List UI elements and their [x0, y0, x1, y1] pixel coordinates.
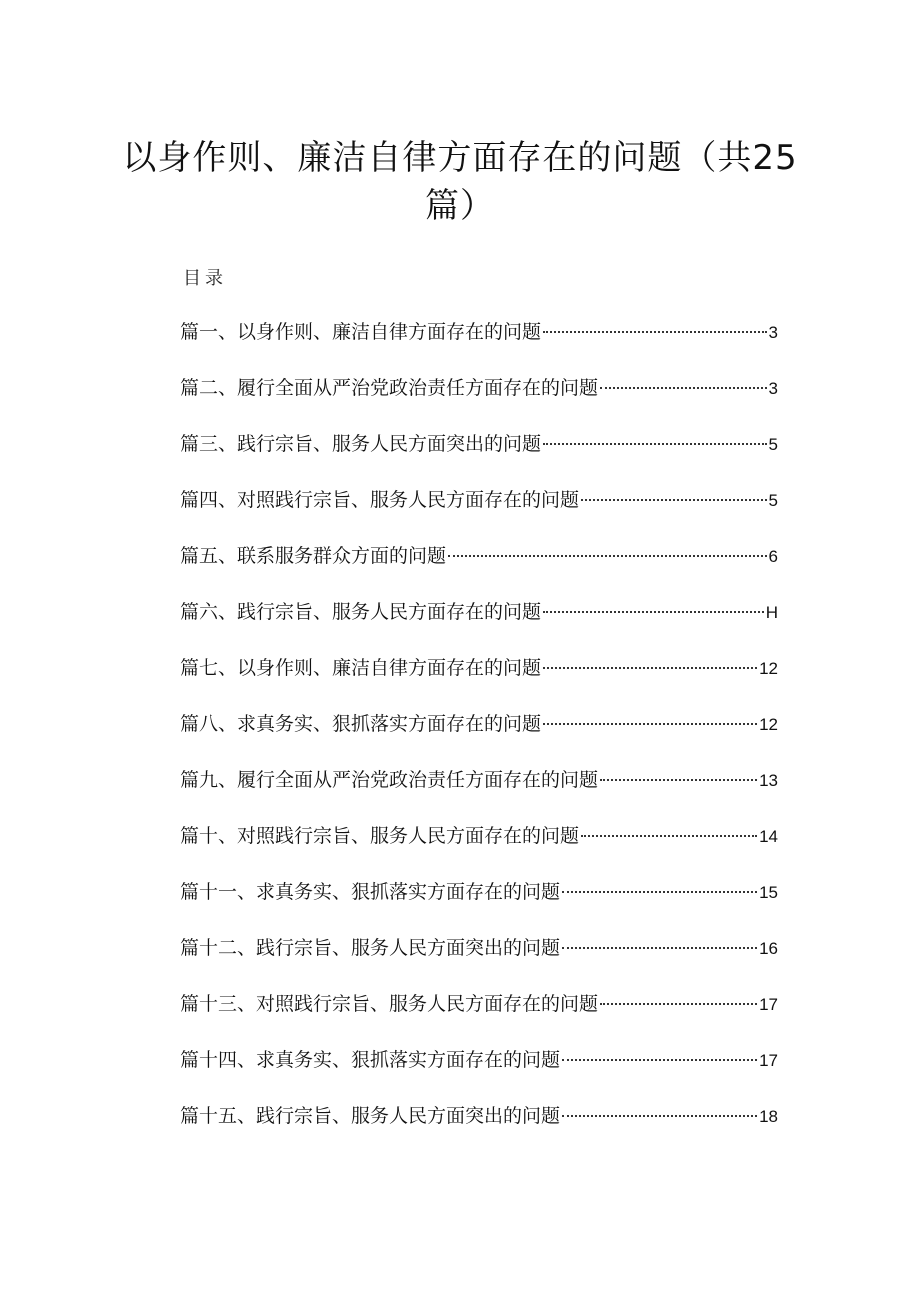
toc-entry-title: 篇十二、践行宗旨、服务人民方面突出的问题 [180, 937, 561, 959]
toc-entry[interactable] [180, 928, 778, 984]
toc-entry-title: 篇二、履行全面从严治党政治责任方面存在的问题 [180, 377, 599, 399]
toc-entry[interactable] [180, 424, 778, 480]
toc-entry-page: 12 [759, 715, 778, 734]
toc-entry[interactable] [180, 872, 778, 928]
document-title-line-2: 篇） [425, 186, 495, 226]
toc-entry-title: 篇四、对照践行宗旨、服务人民方面存在的问题 [180, 489, 580, 511]
toc-entry-page: 16 [759, 939, 778, 958]
toc-entry-title: 篇十四、求真务实、狠抓落实方面存在的问题 [180, 1049, 561, 1071]
toc-dot-leader [581, 835, 757, 837]
toc-entry-page: H [765, 603, 778, 622]
toc-entry-page: 3 [768, 379, 778, 398]
toc-entry-page: 6 [768, 547, 778, 566]
toc-entry-title: 篇三、践行宗旨、服务人民方面突出的问题 [180, 433, 542, 455]
toc-entry[interactable] [180, 480, 778, 536]
toc-entry-page: 12 [759, 659, 778, 678]
toc-entry-title: 篇六、践行宗旨、服务人民方面存在的问题 [180, 601, 542, 623]
toc-entry-title: 篇十、对照践行宗旨、服务人民方面存在的问题 [180, 825, 580, 847]
toc-entry-page: 14 [759, 827, 778, 846]
toc-dot-leader [543, 443, 767, 445]
toc-entry-title: 篇一、以身作则、廉洁自律方面存在的问题 [180, 321, 542, 343]
document-title-line-1: 以身作则、廉洁自律方面存在的问题（共25 [122, 138, 798, 178]
toc-entry-title: 篇十三、对照践行宗旨、服务人民方面存在的问题 [180, 993, 599, 1015]
toc-dot-leader [543, 331, 767, 333]
toc-dot-leader [562, 1059, 757, 1061]
toc-entry[interactable] [180, 1096, 778, 1152]
toc-entry-page: 18 [759, 1107, 778, 1126]
toc-entry[interactable] [180, 648, 778, 704]
toc-entry-page: 15 [759, 883, 778, 902]
toc-dot-leader [600, 1003, 757, 1005]
toc-dot-leader [543, 611, 764, 613]
toc-dot-leader [562, 891, 757, 893]
toc-entry-page: 17 [759, 995, 778, 1014]
toc-entry[interactable] [180, 536, 778, 592]
table-of-contents [180, 312, 778, 1152]
toc-entry-page: 3 [768, 323, 778, 342]
toc-entry[interactable] [180, 1040, 778, 1096]
toc-entry-title: 篇九、履行全面从严治党政治责任方面存在的问题 [180, 769, 599, 791]
toc-entry[interactable] [180, 704, 778, 760]
toc-dot-leader [562, 947, 757, 949]
toc-entry-title: 篇七、以身作则、廉洁自律方面存在的问题 [180, 657, 542, 679]
toc-entry-title: 篇五、联系服务群众方面的问题 [180, 545, 447, 567]
toc-entry-title: 篇十一、求真务实、狠抓落实方面存在的问题 [180, 881, 561, 903]
toc-dot-leader [581, 499, 767, 501]
toc-entry[interactable] [180, 984, 778, 1040]
toc-entry[interactable] [180, 592, 778, 648]
toc-dot-leader [448, 555, 767, 557]
toc-entry-page: 5 [768, 491, 778, 510]
toc-entry[interactable] [180, 368, 778, 424]
toc-entry[interactable] [180, 760, 778, 816]
toc-dot-leader [543, 667, 757, 669]
toc-entry-title: 篇十五、践行宗旨、服务人民方面突出的问题 [180, 1105, 561, 1127]
toc-entry[interactable] [180, 312, 778, 368]
toc-dot-leader [562, 1115, 757, 1117]
toc-dot-leader [600, 387, 767, 389]
toc-entry-page: 17 [759, 1051, 778, 1070]
toc-dot-leader [543, 723, 757, 725]
toc-dot-leader [600, 779, 757, 781]
toc-entry[interactable] [180, 816, 778, 872]
toc-entry-page: 13 [759, 771, 778, 790]
toc-entry-title: 篇八、求真务实、狠抓落实方面存在的问题 [180, 713, 542, 735]
toc-entry-page: 5 [768, 435, 778, 454]
toc-heading: 目录 [183, 268, 227, 289]
